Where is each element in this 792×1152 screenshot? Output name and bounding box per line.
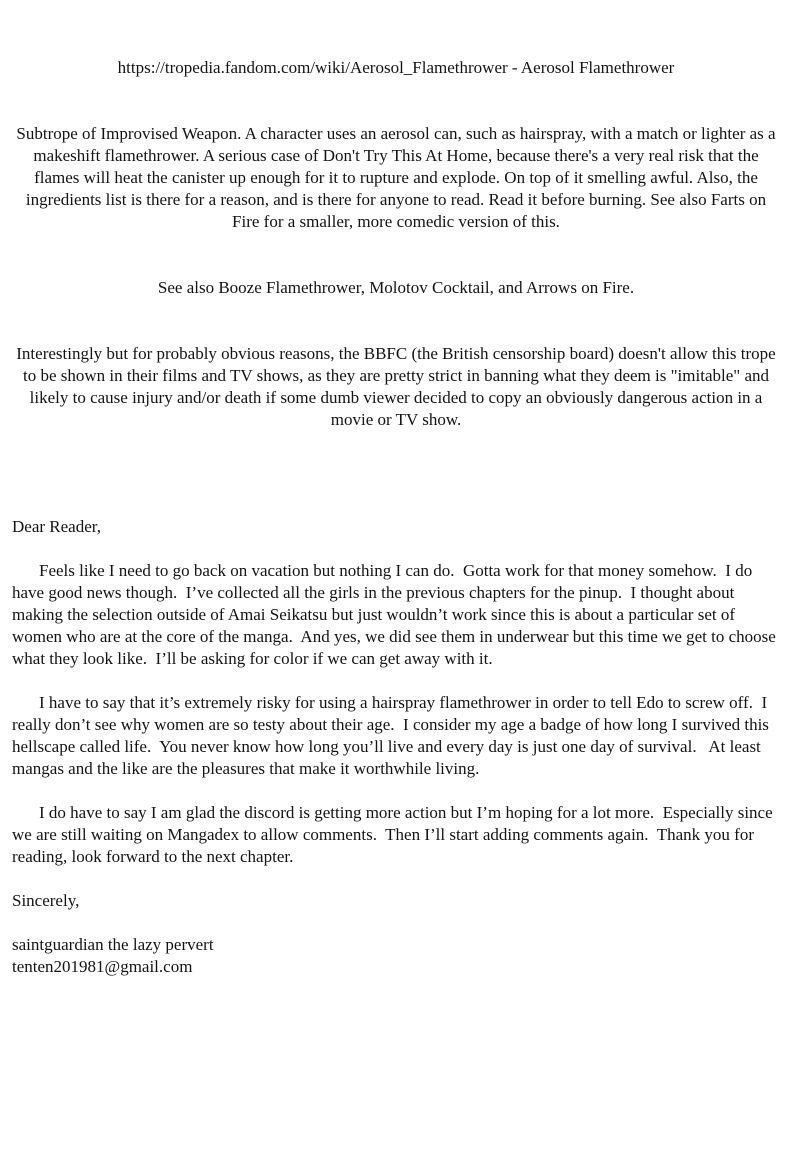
bbfc-note: Interestingly but for probably obvious reasons, the BBFC (the British censorship board) doesn't allow this trope to be shown in their films and TV shows, as they are pretty strict in banning what they deem is "imitable" and likely to cause injury and/or death if some dumb viewer decided to copy an obviously dangerous action in a movie or TV show. — [16, 344, 780, 429]
letter-closing: Sincerely, — [12, 891, 80, 910]
letter-signature: saintguardian the lazy pervert — [12, 935, 214, 954]
letter-paragraph-1: Feels like I need to go back on vacation but nothing I can do. Gotta work for that money somehow. I do have good news though. I’ve collected all the girls in the previous chapters for the pinup. I thought about making the selection outside of Amai Seikatsu but just wouldn’t work since this is about a particular set of women who are at the core of the manga. And yes, we did see them in underwear but this time we get to choose what they look like. I’ll be asking for color if we can get away with it. — [12, 561, 781, 668]
letter-salutation: Dear Reader, — [12, 517, 101, 536]
trope-quote-block — [12, 13, 780, 475]
author-letter — [12, 516, 780, 978]
trope-description: Subtrope of Improvised Weapon. A character uses an aerosol can, such as hairspray, with a match or lighter as a makeshift flamethrower. A serious case of Don't Try This At Home, because there's a very real risk that the flames will heat the canister up enough for it to rupture and explode. On top of it smelling awful. Also, the ingredients list is there for a reason, and is there for anyone to read. Read it before burning. See also Farts on Fire for a smaller, more comedic version of this. — [16, 124, 780, 231]
see-also-line: See also Booze Flamethrower, Molotov Cocktail, and Arrows on Fire. — [157, 278, 635, 297]
source-url-line: https://tropedia.fandom.com/wiki/Aerosol_Flamethrower - Aerosol Flamethrower — [117, 58, 675, 77]
letter-email: tenten201981@gmail.com — [12, 957, 193, 976]
letter-paragraph-3: I do have to say I am glad the discord is getting more action but I’m hoping for a lot more. Especially since we are still waiting on Mangadex to allow comments. Then I’ll start adding comments again. Thank you for reading, look forward to the next chapter. — [12, 803, 777, 866]
letter-paragraph-2: I have to say that it’s extremely risky for using a hairspray flamethrower in order to tell Edo to screw off. I really don’t see why women are so testy about their age. I consider my age a badge of how long I survived this hellscape called life. You never know how long you’ll live and every day is just one day of survival. At least mangas and the like are the pleasures that make it worthwhile living. — [12, 693, 774, 778]
